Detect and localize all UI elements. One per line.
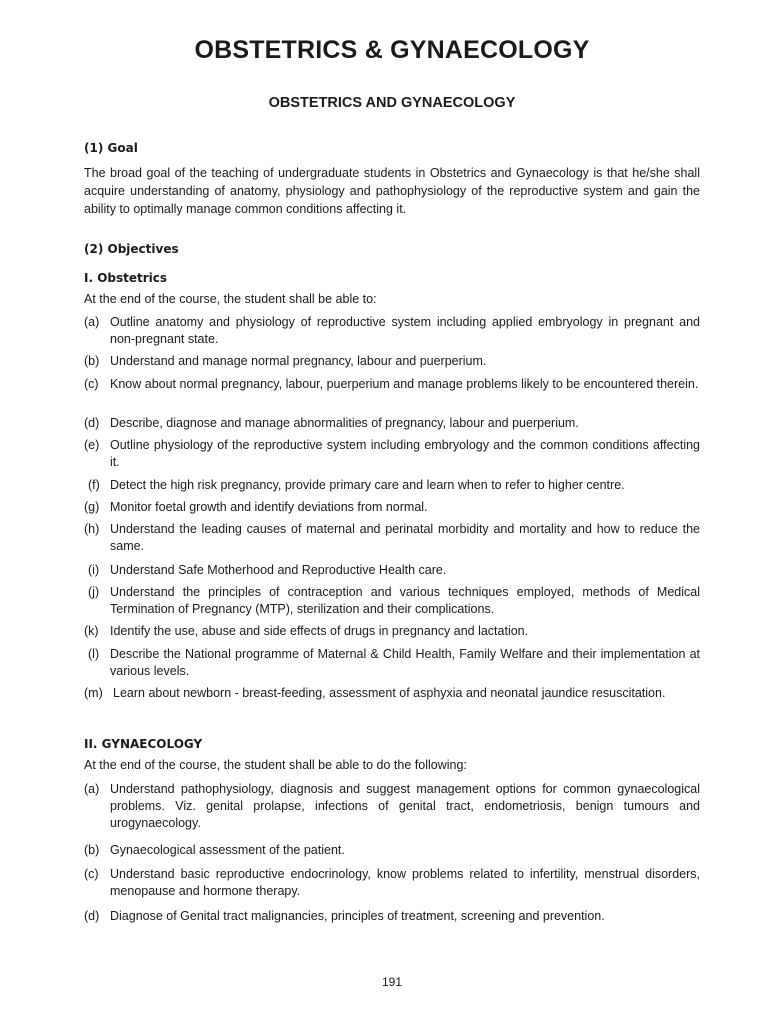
list-item-text: Understand the principles of contraception and various techniques employed, methods of Medical Termination of Pregnancy (MTP), sterilization and their complications.	[110, 585, 700, 616]
goal-paragraph: The broad goal of the teaching of undergraduate students in Obstetrics and Gynaecology is that he/she shall acquire understanding of anatomy, physiology and pathophysiology of the reproductive system and gain the ability to optimally manage common conditions affecting it.	[84, 166, 700, 216]
list-item-text: Learn about newborn - breast-feeding, assessment of asphyxia and neonatal jaundice resuscitation.	[113, 686, 666, 700]
list-marker: (i)	[88, 563, 100, 577]
list-item-text: Understand and manage normal pregnancy, labour and puerperium.	[110, 354, 487, 368]
page-number: 191	[381, 975, 403, 989]
list-marker: (l)	[88, 647, 100, 661]
gynaecology-item-d	[84, 908, 700, 925]
gynaecology-item-b	[84, 842, 700, 859]
list-marker: (e)	[84, 438, 100, 452]
gynaecology-item-a	[84, 781, 700, 832]
main-title: OBSTETRICS & GYNAECOLOGY	[194, 36, 590, 64]
list-item-text: Diagnose of Genital tract malignancies, principles of treatment, screening and prevention.	[110, 909, 605, 923]
document-page	[84, 0, 700, 1024]
list-item-text: Understand the leading causes of maternal and perinatal morbidity and mortality and how to reduce the same.	[110, 522, 700, 553]
gynaecology-item-c	[84, 866, 700, 900]
sub-title: OBSTETRICS AND GYNAECOLOGY	[268, 95, 516, 111]
list-marker: (c)	[84, 867, 99, 881]
obstetrics-item-a	[84, 314, 700, 348]
list-marker: (a)	[84, 315, 100, 329]
list-marker: (m)	[84, 686, 103, 700]
list-marker: (b)	[84, 354, 100, 368]
list-marker: (d)	[84, 909, 100, 923]
obstetrics-item-g	[84, 499, 700, 516]
obstetrics-item-i	[84, 562, 700, 579]
obstetrics-item-c	[84, 376, 700, 393]
obstetrics-item-f	[84, 477, 700, 494]
list-item-text: Understand Safe Motherhood and Reproductive Health care.	[110, 563, 447, 577]
obstetrics-item-j	[84, 584, 700, 618]
obstetrics-heading: I. Obstetrics	[84, 271, 168, 285]
list-item-text: Gynaecological assessment of the patient.	[110, 843, 345, 857]
list-marker: (b)	[84, 843, 100, 857]
list-marker: (j)	[88, 585, 100, 599]
list-item-text: Understand pathophysiology, diagnosis and suggest management options for common gynaecological problems. Viz. genital prolapse, infections of genital tract, endometriosis, benign tumours and urogynaecology.	[110, 782, 700, 830]
list-item-text: Outline physiology of the reproductive system including embryology and the common conditions affecting it.	[110, 438, 700, 469]
list-marker: (h)	[84, 522, 100, 536]
list-item-text: Describe, diagnose and manage abnormalities of pregnancy, labour and puerperium.	[110, 416, 579, 430]
obstetrics-intro: At the end of the course, the student shall be able to:	[84, 292, 377, 306]
obstetrics-item-m	[84, 685, 700, 702]
list-marker: (c)	[84, 377, 99, 391]
obstetrics-item-l	[84, 646, 700, 680]
goal-heading: (1) Goal	[84, 141, 138, 155]
list-item-text: Outline anatomy and physiology of reproductive system including applied embryology in pregnant and non-pregnant state.	[110, 315, 700, 346]
obstetrics-item-h	[84, 521, 700, 555]
list-item-text: Describe the National programme of Maternal & Child Health, Family Welfare and their implementation at various levels.	[110, 647, 700, 678]
list-marker: (a)	[84, 782, 100, 796]
obstetrics-item-b	[84, 353, 700, 370]
gynaecology-intro: At the end of the course, the student shall be able to do the following:	[84, 758, 467, 772]
obstetrics-item-e	[84, 437, 700, 471]
list-marker: (d)	[84, 416, 100, 430]
list-item-text: Know about normal pregnancy, labour, puerperium and manage problems likely to be encountered therein.	[110, 377, 699, 391]
list-item-text: Understand basic reproductive endocrinology, know problems related to infertility, menstrual disorders, menopause and hormone therapy.	[110, 867, 700, 898]
gynaecology-heading: II. GYNAECOLOGY	[84, 737, 203, 751]
list-item-text: Monitor foetal growth and identify deviations from normal.	[110, 500, 428, 514]
list-item-text: Detect the high risk pregnancy, provide primary care and learn when to refer to higher centre.	[110, 478, 625, 492]
list-marker: (f)	[88, 478, 100, 492]
list-marker: (k)	[84, 624, 99, 638]
obstetrics-item-d	[84, 415, 700, 432]
obstetrics-item-k	[84, 623, 700, 640]
list-item-text: Identify the use, abuse and side effects of drugs in pregnancy and lactation.	[110, 624, 529, 638]
list-marker: (g)	[84, 500, 100, 514]
objectives-heading: (2) Objectives	[84, 242, 179, 256]
